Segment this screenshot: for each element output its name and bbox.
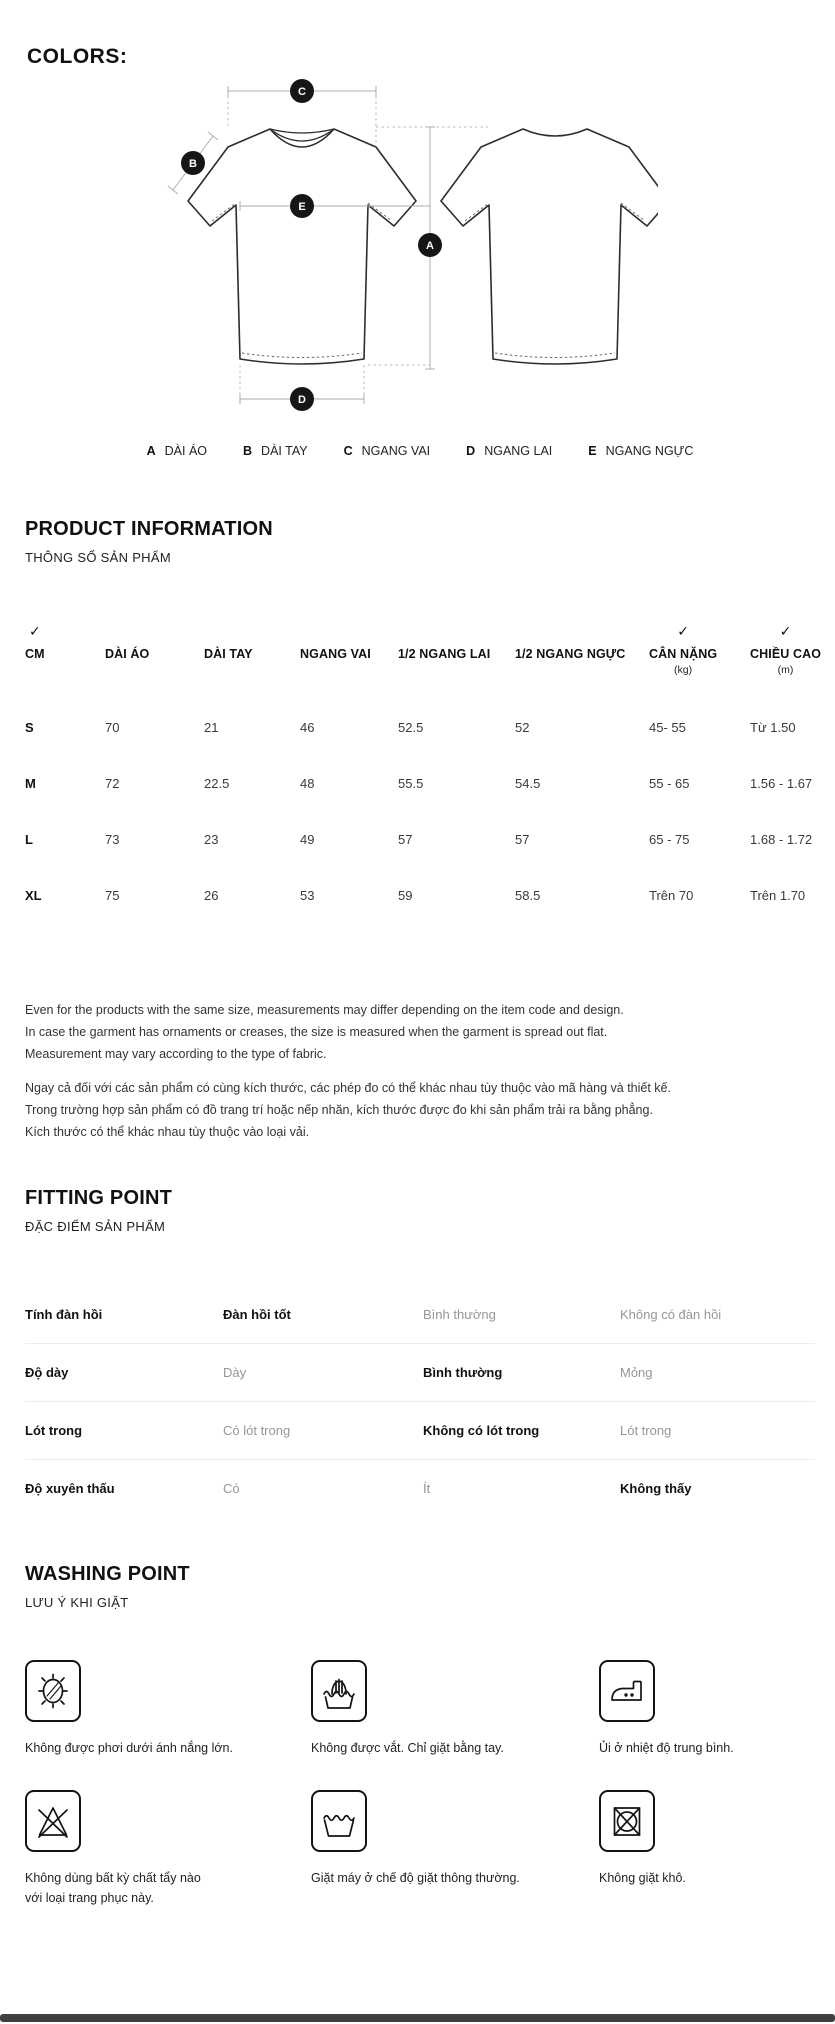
cell: 59: [398, 888, 413, 903]
washing-item: [599, 1790, 815, 1908]
table-row: [25, 888, 815, 903]
no-bleach-icon: [25, 1790, 81, 1852]
fitting-table: [25, 1286, 815, 1517]
fitting-option: Ít: [423, 1481, 431, 1496]
cell: 73: [105, 832, 120, 847]
check-icon: ✓: [779, 623, 792, 639]
washing-item: [25, 1790, 311, 1908]
cell: Trên 70: [649, 888, 694, 903]
no-sun-icon: [25, 1660, 81, 1722]
note-line: Kích thước có thể khác nhau tùy thuộc vào loại vải.: [25, 1125, 310, 1139]
fitting-point-section: [25, 1187, 815, 1517]
colors-heading: COLORS:: [27, 45, 128, 68]
fitting-row: [25, 1459, 815, 1517]
legend-label: DÀI TAY: [261, 444, 308, 458]
washing-caption: Giặt máy ở chế độ giặt thông thường.: [311, 1871, 520, 1885]
col-header: NGANG VAI: [300, 647, 371, 661]
section-subtitle: THÔNG SỐ SẢN PHẨM: [25, 550, 171, 565]
cell: 57: [515, 832, 530, 847]
check-icon: ✓: [28, 623, 41, 639]
fitting-option: Không thấy: [620, 1481, 692, 1496]
fitting-option: Dày: [223, 1365, 247, 1380]
marker-a: A: [426, 240, 434, 252]
cell: 58.5: [515, 888, 541, 903]
cell: 1.68 - 1.72: [750, 832, 813, 847]
cell: 52.5: [398, 720, 424, 735]
note-line: Trong trường hợp sản phẩm có đồ trang trí hoặc nếp nhăn, kích thước được đo khi sản phẩm trải ra bằng phẳng.: [25, 1103, 653, 1117]
tshirt-back: [441, 129, 658, 364]
iron-medium-icon: [599, 1660, 655, 1722]
cell: 52: [515, 720, 530, 735]
col-unit: (m): [777, 664, 794, 676]
fitting-option: Có: [223, 1481, 240, 1496]
col-unit: (kg): [674, 664, 693, 676]
section-subtitle: ĐẶC ĐIỂM SẢN PHẨM: [25, 1219, 166, 1234]
legend-key: D: [466, 444, 476, 458]
col-header: CÂN NẶNG: [649, 647, 718, 661]
measurement-note-vi: [25, 1077, 815, 1143]
fitting-option: Không có đàn hồi: [620, 1307, 722, 1322]
washing-item: [311, 1660, 599, 1758]
legend-label: NGANG VAI: [361, 444, 431, 458]
size-diagram: [118, 69, 815, 435]
cell: 75: [105, 888, 120, 903]
measurement-note-en: [25, 999, 815, 1065]
marker-d: D: [298, 394, 306, 406]
cell: 57: [398, 832, 413, 847]
bottom-divider-bar: [0, 2014, 835, 2022]
dim-line-c: [228, 79, 376, 145]
legend-key: E: [588, 444, 597, 458]
fitting-label: Tính đàn hồi: [25, 1307, 103, 1322]
cell: 65 - 75: [649, 832, 690, 847]
washing-caption: Không được phơi dưới ánh nắng lớn.: [25, 1741, 233, 1755]
note-line: Even for the products with the same size, measurements may differ depending on the item code and design.: [25, 1003, 624, 1017]
col-header: CHIỀU CAO: [750, 647, 822, 661]
cell: 53: [300, 888, 315, 903]
legend-item: [147, 444, 207, 458]
legend-label: NGANG LAI: [484, 444, 553, 458]
legend-key: A: [146, 444, 156, 458]
table-row: [25, 720, 815, 735]
fitting-label: Lót trong: [25, 1423, 83, 1438]
washing-item: [311, 1790, 599, 1908]
size-label: L: [25, 832, 33, 847]
legend-label: NGANG NGỰC: [605, 444, 694, 458]
cell: 1.56 - 1.67: [750, 776, 813, 791]
cell: 45- 55: [649, 720, 686, 735]
table-row: [25, 832, 815, 847]
fitting-label: Độ xuyên thấu: [25, 1481, 115, 1496]
cell: Trên 1.70: [750, 888, 806, 903]
fitting-label: Độ dày: [25, 1365, 69, 1380]
legend-item: [588, 444, 693, 458]
tshirt-front: [188, 129, 416, 364]
washing-point-section: [25, 1563, 815, 1908]
fitting-option: Lót trong: [620, 1423, 672, 1438]
col-header: 1/2 NGANG NGỰC: [515, 647, 626, 661]
marker-e: E: [298, 201, 306, 213]
note-line: Measurement may vary according to the type of fabric.: [25, 1047, 327, 1061]
washing-grid: [25, 1660, 815, 1908]
legend-key: B: [243, 444, 253, 458]
section-subtitle: LƯU Ý KHI GIẶT: [25, 1595, 129, 1610]
size-label: M: [25, 776, 36, 791]
col-header: DÀI TAY: [204, 647, 253, 661]
measurement-legend: [25, 444, 815, 458]
check-icon: ✓: [677, 623, 689, 639]
note-line: Ngay cả đối với các sản phẩm có cùng kích thước, các phép đo có thể khác nhau tùy thuộc vào mã hàng và thiết kế.: [25, 1081, 671, 1095]
hand-wash-icon: [311, 1660, 367, 1722]
washing-caption: Ủi ở nhiệt độ trung bình.: [599, 1741, 734, 1755]
cell: 49: [300, 832, 315, 847]
table-row: [25, 776, 815, 791]
marker-c: C: [298, 86, 306, 98]
cell: 70: [105, 720, 120, 735]
washing-caption: Không giặt khô.: [599, 1871, 686, 1885]
washing-item: [599, 1660, 815, 1758]
cell: 48: [300, 776, 315, 791]
cell: 72: [105, 776, 120, 791]
cell: Từ 1.50: [750, 720, 796, 735]
fitting-row: [25, 1343, 815, 1401]
product-information-section: [25, 518, 822, 1143]
cell: 22.5: [204, 776, 230, 791]
fitting-option: Bình thường: [423, 1307, 496, 1322]
cell: 55 - 65: [649, 776, 690, 791]
cell: 21: [204, 720, 219, 735]
fitting-option: Có lót trong: [223, 1423, 291, 1438]
tshirt-measurement-diagram: [118, 69, 658, 435]
cell: 23: [204, 832, 219, 847]
col-header: 1/2 NGANG LAI: [398, 647, 491, 661]
legend-label: DÀI ÁO: [164, 444, 208, 458]
col-header: CM: [25, 647, 45, 661]
cell: 54.5: [515, 776, 541, 791]
no-dry-clean-icon: [599, 1790, 655, 1852]
size-table-header: [25, 623, 822, 680]
fitting-option: Mỏng: [620, 1365, 653, 1380]
fitting-row: [25, 1401, 815, 1459]
washing-caption: Không dùng bất kỳ chất tẩy nào với loại trang phục này.: [25, 1871, 201, 1905]
washing-item: [25, 1660, 311, 1758]
section-title: WASHING POINT: [25, 1563, 190, 1585]
washing-caption: Không được vắt. Chỉ giặt bằng tay.: [311, 1741, 504, 1755]
size-label: S: [25, 720, 34, 735]
legend-item: [243, 444, 308, 458]
section-title: FITTING POINT: [25, 1187, 173, 1209]
machine-wash-icon: [311, 1790, 367, 1852]
note-line: In case the garment has ornaments or creases, the size is measured when the garment is spread out flat.: [25, 1025, 608, 1039]
legend-key: C: [343, 444, 353, 458]
size-table: [25, 623, 822, 903]
cell: 55.5: [398, 776, 424, 791]
fitting-option: Không có lót trong: [423, 1423, 540, 1438]
fitting-option: Đàn hồi tốt: [223, 1307, 291, 1322]
col-header: DÀI ÁO: [105, 647, 150, 661]
section-title: PRODUCT INFORMATION: [25, 518, 273, 540]
cell: 26: [204, 888, 219, 903]
size-label: XL: [25, 888, 42, 903]
fitting-option: Bình thường: [423, 1365, 503, 1380]
legend-item: [466, 444, 552, 458]
legend-item: [344, 444, 431, 458]
cell: 46: [300, 720, 315, 735]
marker-b: B: [189, 158, 197, 170]
fitting-row: [25, 1286, 815, 1343]
dim-line-d: [240, 365, 364, 411]
